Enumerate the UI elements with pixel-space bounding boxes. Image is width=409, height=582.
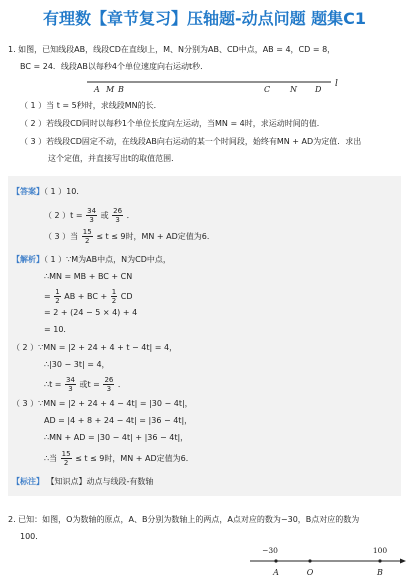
solution-box <box>8 176 401 496</box>
number-line-label-b: B <box>377 568 383 577</box>
q1-intro-line-2: BC = 24．线段AB以每秒4个单位速度向右运动t秒． <box>20 62 209 71</box>
analysis-line-1: 【解析】（ 1 ）∵M为AB中点，N为CD中点， <box>12 255 171 264</box>
q1-line-figure <box>85 76 345 98</box>
fraction: $\frac{26}{3}$ <box>113 207 123 224</box>
analysis-tag: 【解析】 <box>12 255 44 264</box>
q1-sub3-line-2: 这个定值，并直接写出t的取值范围． <box>48 154 180 163</box>
q1-intro-line-1: 1. 如图，已知线段AB，线段CD在直线l上，M、N分别为AB、CD中点，AB = 4，CD = 8， <box>8 45 336 54</box>
fraction: $\frac{26}{3}$ <box>104 376 114 393</box>
note-text: 【知识点】动点与线段-有数轴 <box>46 477 154 486</box>
analysis-line-11: ∴MN + AD = |30 − 4t| + |36 − 4t|， <box>44 433 189 442</box>
answer-2: （ 2 ）t = $\frac{34}{3}$ 或 $\frac{26}{3}$ ． <box>44 207 135 224</box>
fraction: $\frac{15}{2}$ <box>61 450 71 467</box>
number-line-value-b: 100 <box>372 546 388 555</box>
number-line-label-a: A <box>273 568 279 577</box>
analysis-line-10: AD = |4 + 8 + 24 − 4t| = |36 − 4t|， <box>44 416 193 425</box>
analysis-line-8: ∴t = $\frac{34}{3}$ 或t = $\frac{26}{3}$ ． <box>44 376 126 393</box>
analysis-line-7: ∴|30 − 3t| = 4， <box>44 360 110 369</box>
q1-sub1: （ 1 ）当 t = 5秒时，求线段MN的长． <box>20 101 162 110</box>
q1-sub3-line-1: （ 3 ）若线段CD固定不动，在线段AB向右运动的某一个时间段，始终有MN + AD为定值．求出 <box>20 137 362 146</box>
point-b <box>378 559 381 562</box>
point-a <box>274 559 277 562</box>
fraction: $\frac{1}{2}$ <box>111 288 117 305</box>
analysis-line-12: ∴当 $\frac{15}{2}$ ≤ t ≤ 9时，MN + AD定值为6． <box>44 450 194 467</box>
answer-block <box>12 186 84 198</box>
analysis-line-4: = 2 + (24 − 5 × 4) + 4 <box>44 308 138 317</box>
answer-tag: 【答案】 <box>12 187 44 196</box>
q1-sub2: （ 2 ）若线段CD同时以每秒1个单位长度向左运动，当MN = 4时，求运动时间的值． <box>20 119 325 128</box>
analysis-line-2: ∴MN = MB + BC + CN <box>44 272 133 281</box>
fraction: $\frac{15}{2}$ <box>82 228 92 245</box>
number-line-label-o: O <box>306 568 314 577</box>
figure-label-b: B <box>118 85 124 94</box>
fraction: $\frac{1}{2}$ <box>55 288 60 305</box>
figure-label-m: M <box>106 85 115 94</box>
q2-number-line <box>250 544 408 580</box>
figure-label-c: C <box>264 85 271 94</box>
page-title: 有理数【章节复习】压轴题-动点问题 题集C1 <box>42 9 367 28</box>
point-o <box>308 559 311 562</box>
figure-label-d: D <box>315 85 322 94</box>
analysis-line-6: （ 2 ）∵MN = |2 + 24 + 4 + t − 4t| = 4， <box>12 343 178 352</box>
figure-label-n: N <box>290 85 297 94</box>
note-line <box>12 476 153 488</box>
q2-line-1: 2. 已知：如图，O为数轴的原点，A、B分别为数轴上的两点，A点对应的数为−30，B点对应的数为 <box>8 515 360 524</box>
analysis-line-3: = $\frac{1}{2}$ AB + BC + $\frac{1}{2}$ CD <box>44 288 133 305</box>
q2-line-2: 100． <box>20 532 44 541</box>
fraction: $\frac{34}{3}$ <box>66 376 75 393</box>
fraction: $\frac{34}{3}$ <box>87 207 97 224</box>
analysis-line-9: （ 3 ）∵MN = |2 + 24 + 4 − 4t| = |30 − 4t|， <box>12 399 193 408</box>
note-tag: 【标注】 <box>12 477 44 486</box>
figure-label-a: A <box>94 85 100 94</box>
answer-1: （ 1 ）10． <box>44 187 85 196</box>
number-line-value-a: −30 <box>262 546 278 555</box>
answer-3: （ 3 ）当 $\frac{15}{2}$ ≤ t ≤ 9时，MN + AD定值为6． <box>44 228 215 245</box>
analysis-line-5: = 10． <box>44 325 72 334</box>
figure-line-label: l <box>335 79 338 89</box>
